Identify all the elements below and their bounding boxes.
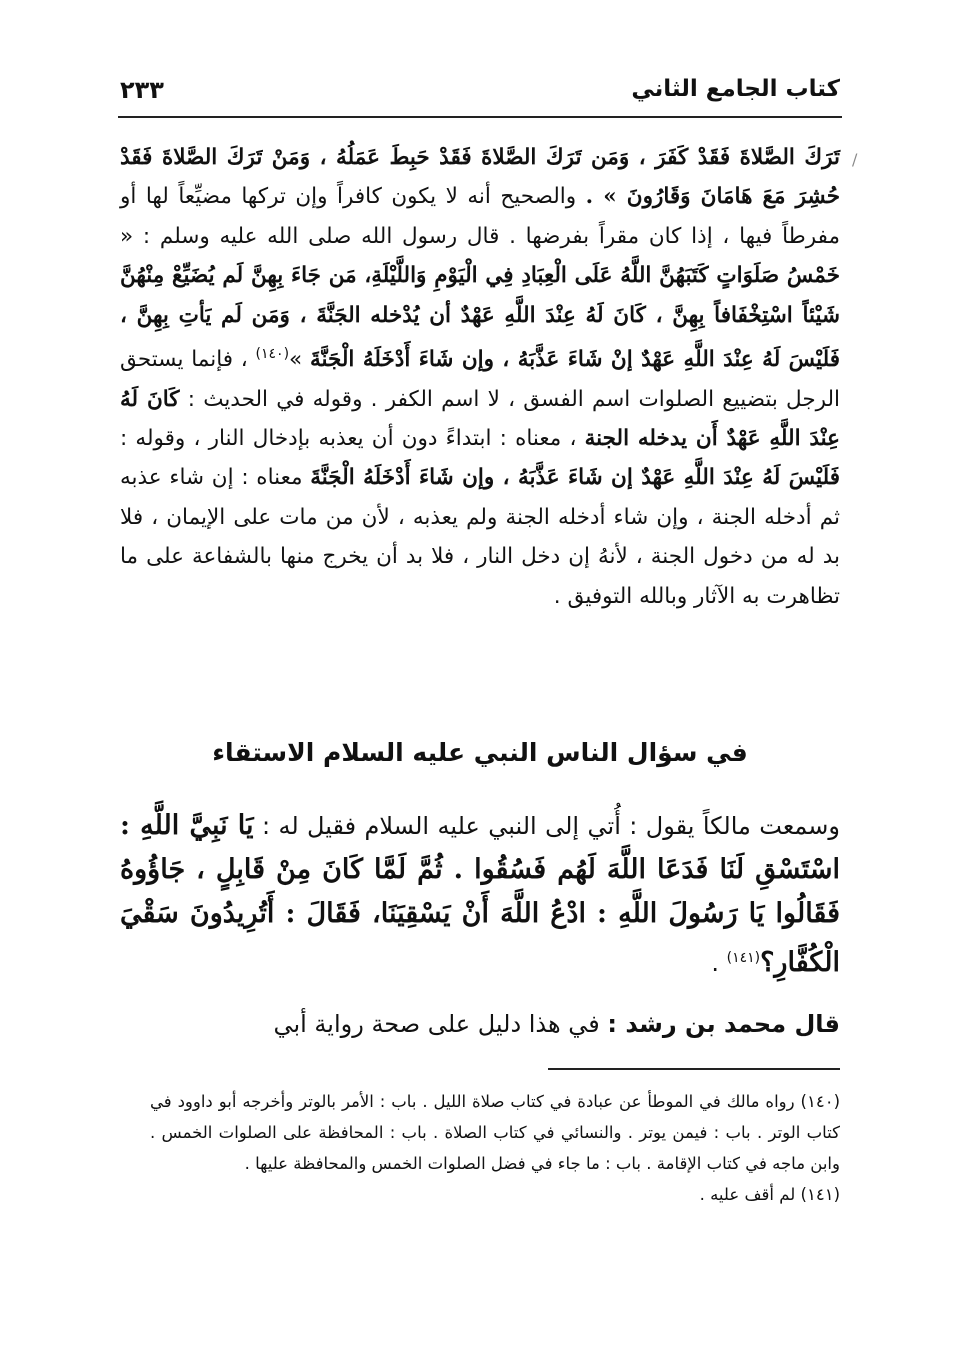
margin-mark: / [852, 150, 858, 169]
body-text-1: والصحيح أنه لا يكون كافراً وإن تركها مضيِّعاً لها أو مفرطاً فيها ، إذا كان مقراً بفرضها . قال رسول الله صلى الله عليه وسلم : « [120, 184, 840, 249]
section-quote: يَا نَبِيَّ اللَّهِ : اسْتَسْقِ لَنَا فَدَعَا اللَّهَ لَهُم فَسُقُوا . ثُمَّ لَمَّا كَانَ مِنْ قَابِلٍ ، جَاؤُوهُ فَقَالُوا يَا رَسُولَ اللَّهِ : ادْعُ اللَّهَ أَنْ يَسْقِيَنَا، فَقَالَ : أَتُرِيدُونَ سَقْيَ الْكُفَّارِ؟ [120, 810, 840, 978]
hadith-quote-3: كَانَ لَهُ عِنْدَ اللَّهِ عَهْدٌ أَن يدخله الجنة [120, 386, 840, 451]
body-text-2: ، فإنما يستحق الرجل بتضييع الصلوات اسم الفسق ، لا اسم الكفر . وقوله في الحديث : [120, 347, 840, 412]
section-paragraph [120, 804, 840, 985]
commentary-text: في هذا دليل على صحة رواية أبي [273, 1010, 600, 1038]
footnote-text: لم أقف عليه . [699, 1185, 796, 1204]
footnote-ref-141[interactable]: (١٤١) [726, 950, 761, 966]
hadith-quote-2: خَمْسُ صَلَوَاتٍ كَتَبَهُنَّ اللَّهُ عَلَى الْعِبَادِ فِي الْيَوْمِ وَاللَّيْلَةِ، مَن جَاءَ بِهِنَّ لَم يُضَيِّعْ مِنْهُنَّ شَيْئاً اسْتِخْفَافاً بِهِنَّ ، كَانَ لَهُ عِنْدَ اللَّهِ عَهْدٌ أن يُدْخله الجَنَّةَ ، وَمَن لَم يَأتِ بِهِنَّ ، فَلَيْسَ لَهُ عِنْدَ اللَّهِ عَهْدٌ إنْ شَاءَ عَذَّبَهُ ، وإن شَاءَ أَدْخَلَهُ الْجَنَّةَ [120, 263, 840, 373]
commentary-paragraph [120, 1002, 840, 1046]
footnote-ref-140[interactable]: (١٤٠) [255, 346, 290, 363]
running-header [120, 72, 840, 116]
section-intro: وسمعت مالكاً يقول : أُتي إلى النبي عليه السلام فقيل له : [261, 812, 840, 840]
section-heading: في سؤال الناس النبي عليه السلام الاستقاء [212, 738, 748, 767]
main-paragraph [120, 138, 840, 616]
footnotes [150, 1086, 840, 1210]
quote-close: » [289, 347, 310, 373]
footnote-141 [150, 1179, 840, 1210]
commentary-speaker: قال محمد بن رشد : [607, 1010, 840, 1038]
header-divider [118, 116, 842, 118]
book-title: كتاب الجامع الثاني [631, 76, 840, 102]
page-number: ٢٣٣ [120, 76, 164, 104]
footnote-divider [548, 1068, 840, 1070]
body-text-4: معناه : إن شاء عذبه ثم أدخله الجنة ، وإن شاء أدخله الجنة ولم يعذبه ، لأن من مات على الإيمان ، فلا بد له من دخول الجنة ، لأنهُ إن دخل النار ، فلا بد أن يخرج منها بالشفاعة على ما تظاهرت به الآثار وبالله التوفيق . [120, 465, 840, 609]
footnote-number: (١٤٠) [800, 1092, 841, 1111]
body-text-3: ، معناه : ابتداءً دون أن يعذبه بإدخال النار ، وقوله : [120, 426, 577, 451]
footnote-text: رواه مالك في الموطأ عن عبادة في كتاب صلاة الليل . باب : الأمر بالوتر وأخرجه أبو داوود في كتاب الوتر . باب : فيمن يوتر . والنسائي في كتاب الصلاة . باب : المحافظة على الصلوات الخمس . وابن ماجه في كتاب الإقامة . باب : ما جاء في فضل الصلوات الخمس والمحافظة عليها . [150, 1092, 840, 1173]
hadith-quote-4: فَلَيْسَ لَهُ عِنْدَ اللَّهِ عَهْدٌ إن شَاءَ عَذَّبَهُ ، وإن شَاءَ أَدْخَلَهُ الْجَنَّةَ [310, 465, 840, 491]
hadith-quote-1: تَرَكَ الصَّلاةَ فَقَدْ كَفَرَ ، وَمَن تَرَكَ الصَّلاةَ فَقَدْ حَبِطَ عَمَلُهُ ، وَمَنْ تَرَكَ الصَّلاةَ فَقَدْ حُشِرَ مَعَ هَامَانَ وَقَارُونَ » . [120, 145, 840, 210]
section-end: . [711, 949, 727, 977]
footnote-number: (١٤١) [800, 1185, 840, 1204]
footnote-140 [150, 1086, 840, 1179]
